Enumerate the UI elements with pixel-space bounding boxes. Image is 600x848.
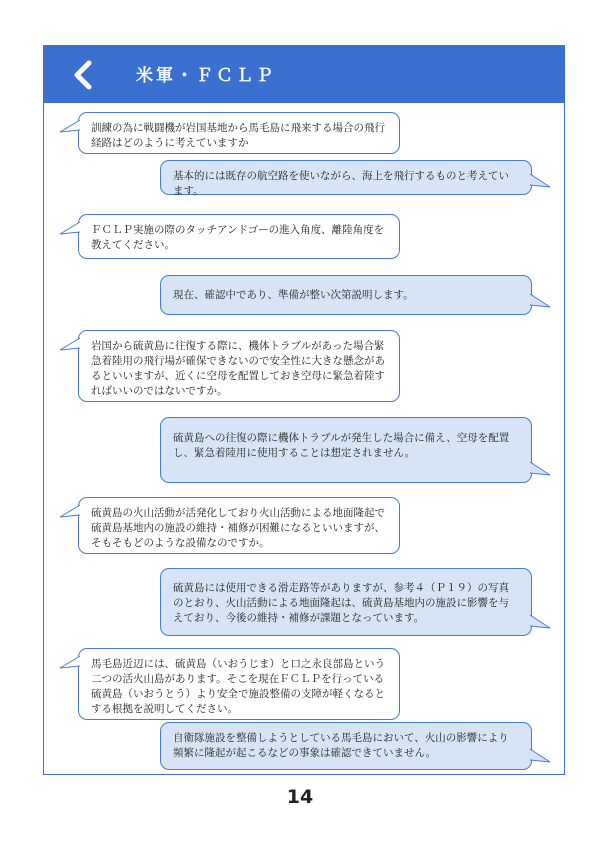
answer-text: 現在、確認中であり、準備が整い次第説明します。 [173,289,414,301]
answer-bubble [160,160,532,195]
question-text: ＦＣＬＰ実施の際のタッチアンドゴーの進入角度、離陸角度を教えてください。 [91,224,385,251]
back-chevron-icon[interactable] [72,60,94,90]
question-bubble [78,497,400,554]
question-bubble [78,330,400,402]
answer-text: 硫黄島には使用できる滑走路等がありますが、参考４（Ｐ１９）の写真のとおり、火山活動による地面隆起は、硫黄島基地内の施設に影響を与えており、今後の維持・補修が課題となっています。 [173,582,509,624]
header-bar [44,46,564,103]
question-bubble [78,214,400,259]
answer-bubble [160,722,532,770]
question-text: 硫黄島の火山活動が活発化しており火山活動による地面隆起で硫黄島基地内の施設の維持・補修が困難になるといいますが、そもそもどのような設備なのですか。 [91,507,385,549]
question-bubble [78,648,400,720]
question-text: 岩国から硫黄島に往復する際に、機体トラブルがあった場合緊急着陸用の飛行場が確保できないので安全性に大きな懸念があるといいますが、近くに空母を配置しておき空母に緊急着陸すればいいのではないですか。 [91,340,385,397]
answer-bubble [160,275,532,315]
qa-panel [43,45,565,775]
answer-bubble [160,417,532,483]
question-text: 訓練の為に戦闘機が岩国基地から馬毛島に飛来する場合の飛行経路はどのように考えていますか [91,122,385,149]
page-number: 14 [286,786,314,808]
page-title: 米軍・ＦＣＬＰ [136,66,276,86]
answer-text: 硫黄島への往復の際に機体トラブルが発生した場合に備え、空母を配置し、緊急着陸用に使用することは想定されません。 [173,432,510,459]
answer-bubble [160,568,532,636]
answer-text: 自衛隊施設を整備しようとしている馬毛島において、火山の影響により頻繁に隆起が起こるなどの事象は確認できていません。 [173,732,509,759]
answer-text: 基本的には既存の航空路を使いながら、海上を飛行するものと考えています。 [173,170,509,197]
question-text: 馬毛島近辺には、硫黄島（いおうじま）と口之永良部島という二つの活火山島があります。そこを現在ＦＣＬＰを行っている硫黄島（いおうとう）より安全で施設整備の支障が軽くなるとする根拠を説明してください。 [91,658,385,715]
question-bubble [78,112,400,154]
